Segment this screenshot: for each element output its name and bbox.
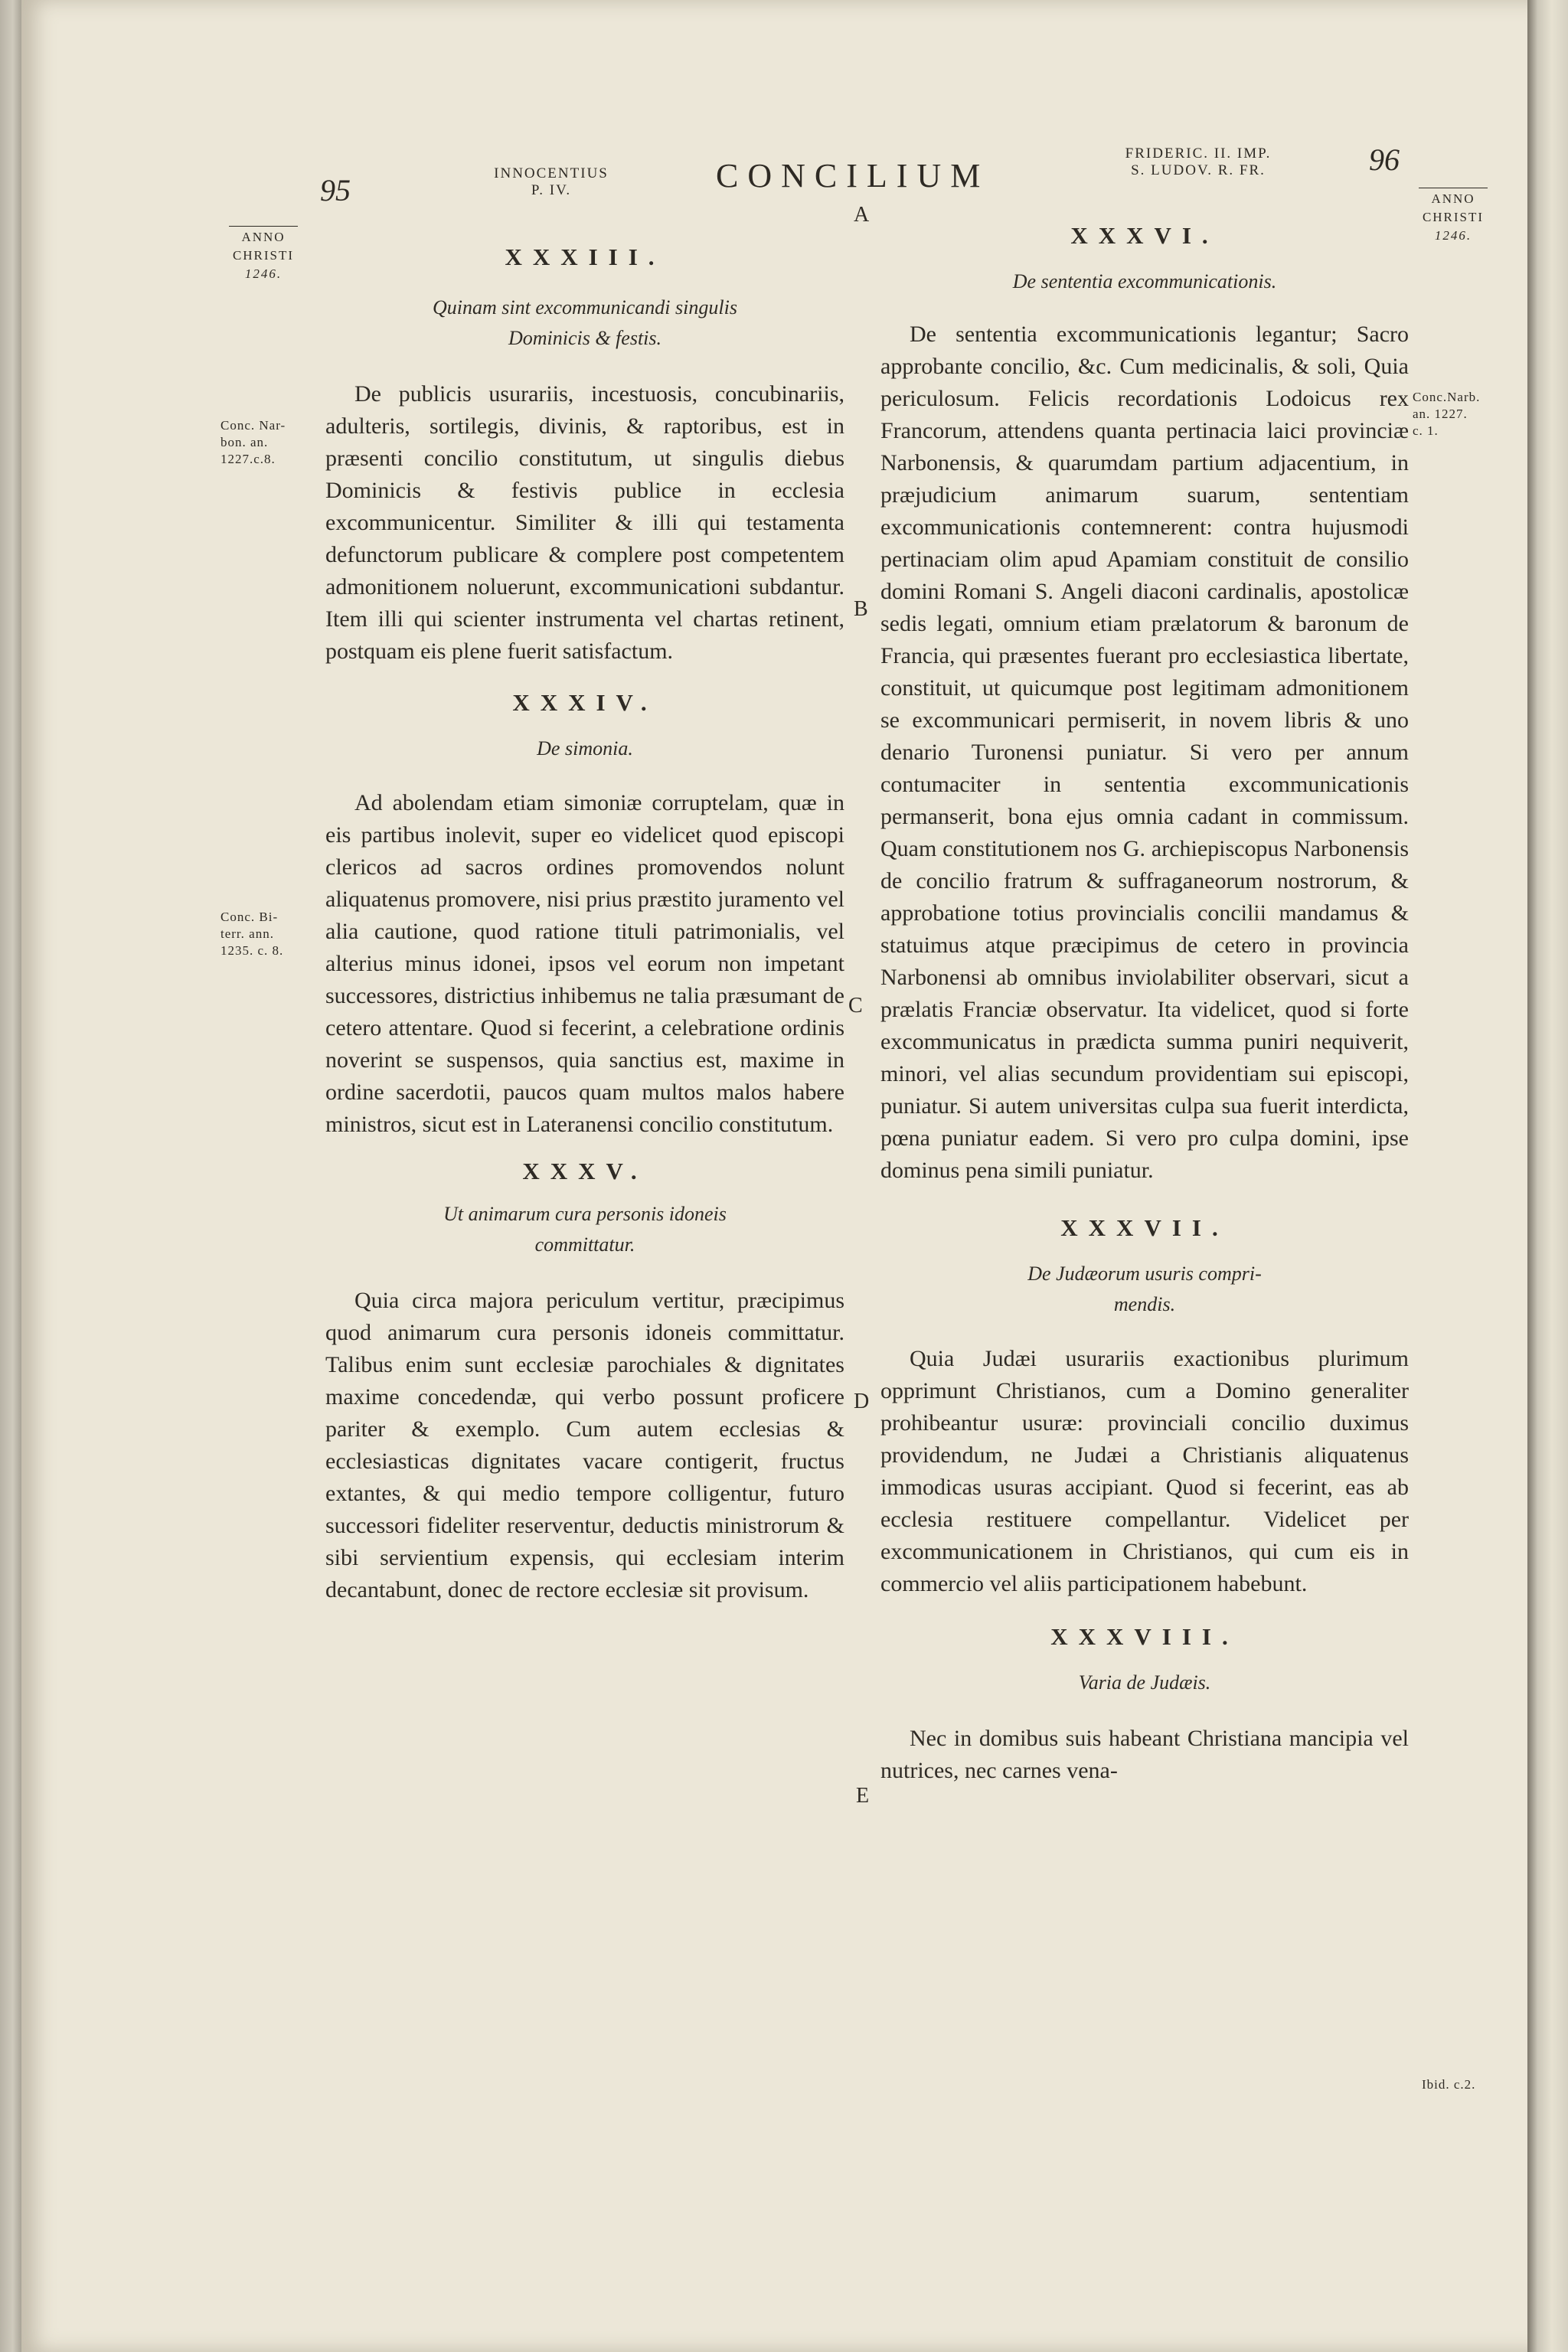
chapter-subtitle: Ut animarum cura personis idoneis <box>443 1203 727 1225</box>
running-head-right-line: S. LUDOV. R. FR. <box>1131 162 1266 178</box>
section-letter: C <box>848 994 863 1018</box>
chapter-subtitle: De Judæorum usuris compri- <box>1027 1263 1262 1285</box>
chapter-text: De sententia excommunicationis legantur; Sacro approbante concilio, &c. Cum medicinalis, & soli, Quia periculosum. Felicis recordationis Lodoicus rex Francorum, attendens quanta pertinacia laici provinciæ Narbonensis, & quarumdam partium adjacentium, in præjudicium animarum suarum, sententiam excommunicationis contemnerent: contra hujusmodi pertinaciam olim apud Apamiam constituit de consilio domini Romani S. Angeli diaconi cardinalis, apostolicæ sedis legati, omnium etiam prælatorum & baronum de Francia, qui præsentes fuerant pro ecclesiastica libertate, constituit, ut quicumque post legitimam admonitionem se excommunicari permiserit, in novem libris & uno denario Turonensi puniatur. Si vero per annum contumaciter in sententia excommunicationis permanserit, bona ejus omnia cadant in commissum. Quam constitutionem nos G. archiepiscopus Narbonensis de concilio fratrum & suffraganeorum nostrorum, & approbatione totius provincialis concilii mandamus & statuimus atque præcipimus de cetero in provincia Narbonensi ab omnibus inviolabiliter observari, sicut a prælatis Franciæ observatur. Ita videlicet, quod si forte excommunicatus in prædicta summa puniri nequiverit, minori, vel alias secundum providentiam sui episcopi, puniatur. Si autem universitas culpa sua fuerit interdicta, pœna puniatur eadem. Si vero pro culpa domini, ipse dominus pena simili puniatur. <box>880 322 1409 1183</box>
anno-line: CHRISTI <box>232 248 295 263</box>
margin-note-line: bon. an. <box>220 435 269 449</box>
margin-note-line: 1227.c.8. <box>220 452 276 466</box>
anno-line: 1246. <box>1434 228 1472 243</box>
chapter-heading: XXXIV. <box>512 689 658 716</box>
running-head-left-line: INNOCENTIUS <box>494 165 609 181</box>
margin-note-line: c. 1. <box>1413 423 1439 438</box>
chapter-subtitle: Quinam sint excommunicandi singulis <box>433 296 737 318</box>
anno-christi-right <box>1407 188 1499 245</box>
section-letter: A <box>854 203 870 227</box>
chapter-subtitle: mendis. <box>1113 1293 1176 1315</box>
anno-rule <box>229 226 298 227</box>
right-book-edge <box>1527 0 1568 2352</box>
margin-note-line: Conc. Nar- <box>220 418 286 433</box>
page-number-left: 95 <box>320 173 351 207</box>
running-head-right <box>1087 145 1309 179</box>
page-number-right: 96 <box>1369 142 1400 177</box>
chapter-text: Ad abolendam etiam simoniæ corruptelam, quæ in eis partibus inolevit, super eo videlicet quod episcopi clericos ad sacros ordines promovendos nolunt aliquatenus promovere, nisi prius præstito juramento vel alia cautione, quod ratione tituli patrimonialis, vel alterius minus idonei, ipsos vel eorum non impetant successores, districtius inhibemus ne talia præsumant de cetero attentare. Quod si fecerint, a celebratione ordinis noverint se suspensos, quia sanctius est, maxime in ordine sacerdotii, paucos quam multos malos habere ministros, sicut est in Lateranensi concilio constitutum. <box>325 790 844 1137</box>
chapter-text: De publicis usurariis, incestuosis, concubinariis, adulteris, sortilegis, divinis, & raptoribus, est in præsenti concilio constitutum, ut singulis diebus Dominicis & festivis publice in ecclesia excommunicentur. Similiter & illi qui testamenta defunctorum publicare & complere post competentem admonitionem noluerunt, excommunicationi subdantur. Item illi qui scienter instrumenta vel chartas retinent, postquam eis plene fuerit satisfactum. <box>325 381 844 664</box>
chapter-subtitle: committatur. <box>534 1233 635 1256</box>
anno-line: ANNO <box>1431 191 1475 206</box>
anno-line: ANNO <box>241 230 286 244</box>
chapter-subtitle: De simonia. <box>537 737 633 760</box>
page-title: CONCILIUM <box>716 157 990 194</box>
margin-note-line: 1235. c. 8. <box>220 943 284 958</box>
margin-note <box>1422 2076 1506 2093</box>
left-column <box>325 243 844 1606</box>
chapter-heading: XXXVIII. <box>1050 1623 1239 1650</box>
running-head-left-line: P. IV. <box>531 182 572 198</box>
chapter-subtitle: Dominicis & festis. <box>508 327 662 349</box>
anno-line: 1246. <box>244 266 283 281</box>
chapter-heading: XXXVI. <box>1070 222 1219 249</box>
margin-note <box>220 417 320 468</box>
right-column <box>880 222 1409 1787</box>
chapter-text: Nec in domibus suis habeant Christiana mancipia vel nutrices, nec carnes vena- <box>880 1726 1409 1783</box>
chapter-text: Quia Judæi usurariis exactionibus plurimum opprimunt Christianos, cum a Domino generaliter prohibeantur usuræ: provinciali concilio duximus providendum, ne Judæi a Christianis aliquatenus immodicas usuras accipiant. Quod si fecerint, eas ab ecclesia restituere compellantur. Videlicet per excommunicationem in Christianos, qui cum eis in commercio vel aliis participationem habebunt. <box>880 1346 1409 1596</box>
margin-note <box>1413 389 1512 439</box>
anno-christi-left <box>217 226 309 283</box>
margin-note-line: terr. ann. <box>220 926 274 941</box>
running-head-left <box>490 165 612 199</box>
chapter-heading: XXXV. <box>522 1158 648 1184</box>
chapter-subtitle: De sententia excommunicationis. <box>1012 270 1277 292</box>
left-book-edge <box>0 0 21 2352</box>
section-letter: D <box>854 1390 870 1413</box>
chapter-text: Quia circa majora periculum vertitur, præcipimus quod animarum cura personis idoneis committatur. Talibus enim sunt ecclesiæ parochiales & dignitates maxime concedendæ, qui verbo possunt proficere pariter & exemplo. Cum autem ecclesias & ecclesiasticas dignitates vacare contigerit, fructus extantes, & qui medio tempore colligentur, futuro successori fideliter reserventur, deductis ministrorum & sibi servientium expensis, qui ecclesiam interim decantabunt, donec de rectore ecclesiæ sit provisum. <box>325 1288 844 1602</box>
chapter-heading: XXXVII. <box>1060 1214 1229 1241</box>
anno-line: CHRISTI <box>1422 210 1485 224</box>
chapter-heading: XXXIII. <box>505 243 665 270</box>
margin-note-line: an. 1227. <box>1413 407 1468 421</box>
margin-note-line: Conc. Bi- <box>220 910 279 924</box>
section-letter: B <box>854 597 868 621</box>
section-letter: E <box>856 1784 870 1808</box>
margin-note <box>220 909 320 959</box>
running-head-right-line: FRIDERIC. II. IMP. <box>1125 145 1272 162</box>
margin-note-line: Ibid. c.2. <box>1422 2077 1476 2092</box>
chapter-subtitle: Varia de Judæis. <box>1078 1671 1211 1694</box>
margin-note-line: Conc.Narb. <box>1413 390 1481 404</box>
